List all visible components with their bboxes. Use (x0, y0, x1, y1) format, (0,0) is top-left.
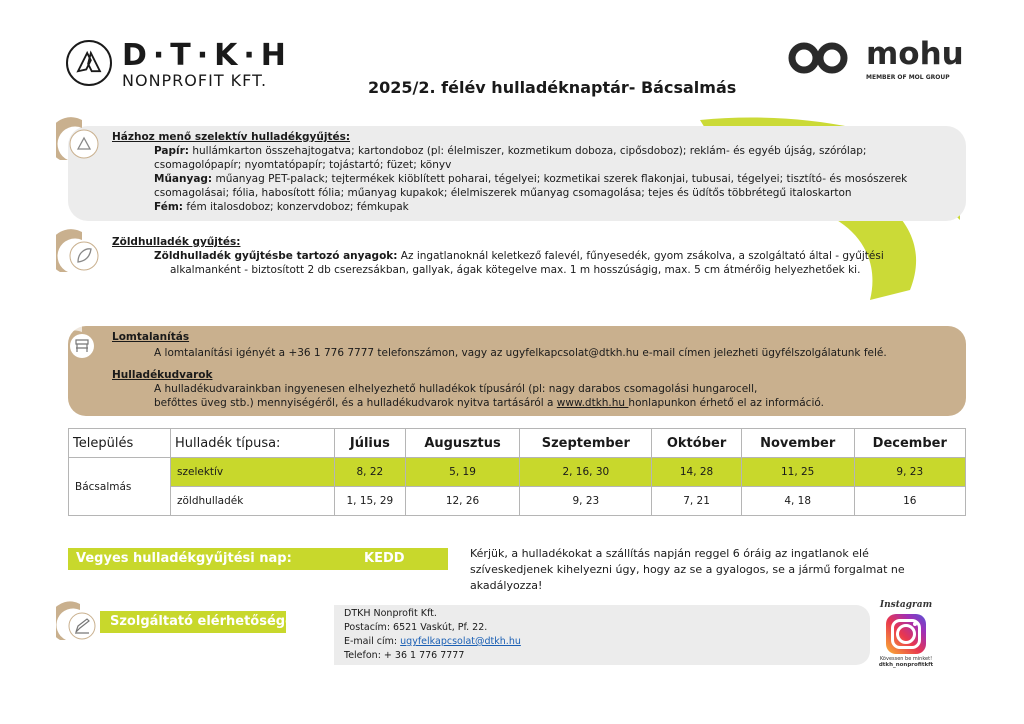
col-type: Hulladék típusa: (171, 429, 335, 458)
muanyag-label: Műanyag: (154, 173, 213, 185)
type-cell: zöldhulladék (171, 487, 335, 516)
selective-section (112, 130, 962, 214)
date-cell: 1, 15, 29 (335, 487, 406, 516)
contact-company: DTKH Nonprofit Kft. (344, 608, 437, 619)
date-cell: 16 (854, 487, 965, 516)
bulky-heading: Lomtalanítás (112, 331, 190, 343)
date-cell: 8, 22 (335, 458, 406, 487)
table-row (69, 458, 966, 487)
instagram-block[interactable] (876, 600, 936, 680)
green-text-2: alkalmanként - biztosított 2 db cserezsákban, gallyak, ágak kötegelve max. 1 m hosszúságig, max. 5 cm átmérőig helyezhetőek ki. (170, 264, 861, 276)
contact-phone: Telefon: + 36 1 776 7777 (344, 650, 465, 661)
contact-label: Szolgáltató elérhetősége: (110, 614, 300, 629)
mixed-waste-day: KEDD (364, 551, 405, 566)
table-header-row (69, 429, 966, 458)
page-title: 2025/2. félév hulladéknaptár- Bácsalmás (368, 78, 737, 97)
col-month: Szeptember (520, 429, 652, 458)
contact-section-icon (56, 600, 104, 644)
date-cell: 4, 18 (741, 487, 854, 516)
bulky-section-icon (58, 322, 106, 366)
mohu-mark-icon (788, 40, 850, 76)
contact-email-label: E-mail cím: (344, 636, 401, 647)
yards-text-3: honlapunkon érhető el az információ. (628, 397, 824, 409)
green-section-icon (56, 228, 106, 276)
info-section (112, 330, 962, 410)
settlement-cell: Bácsalmás (69, 458, 171, 516)
col-month: Október (652, 429, 741, 458)
type-cell: szelektív (171, 458, 335, 487)
instagram-handle: dtkh_nonprofitkft (878, 662, 934, 668)
green-label: Zöldhulladék gyűjtésbe tartozó anyagok: (154, 250, 398, 262)
mohu-logo (788, 36, 963, 84)
date-cell: 5, 19 (405, 458, 520, 487)
date-cell: 9, 23 (854, 458, 965, 487)
col-month: Augusztus (405, 429, 520, 458)
instagram-title: Instagram (879, 600, 933, 610)
mohu-logo-text: mohu (866, 36, 964, 72)
dtkh-logo-text: D·T·K·H (122, 38, 292, 73)
fem-text: fém italosdoboz; konzervdoboz; fémkupak (183, 201, 409, 213)
papir-text: hullámkarton összehajtogatva; kartondoboz (pl: élelmiszer, kozmetikum doboza, cipősdoboz); reklám- és egyéb újság, szórólap; (189, 145, 867, 157)
instagram-follow-text: Kövessen be minket! (879, 656, 933, 662)
muanyag-text: műanyag PET-palack; tejtermékek kiöblített poharai, tégelyei; kozmetikai szerek flakonjai, tubusai, tégelyei; tisztító- és mosószerek (212, 173, 908, 185)
yards-text-2: befőttes üveg stb.) mennyiségéről, és a hulladékudvarok nyitva tartásáról a (154, 397, 557, 409)
yards-heading: Hulladékudvarok (112, 369, 213, 381)
date-cell: 14, 28 (652, 458, 741, 487)
fem-label: Fém: (154, 201, 184, 213)
green-section (112, 235, 962, 277)
dtkh-logo (66, 38, 292, 90)
schedule-table (68, 428, 966, 516)
date-cell: 2, 16, 30 (520, 458, 652, 487)
contact-postal: Postacím: 6521 Vaskút, Pf. 22. (344, 622, 488, 633)
mixed-waste-label: Vegyes hulladékgyűjtési nap: (76, 551, 292, 566)
dtkh-website-link[interactable]: www.dtkh.hu (556, 397, 629, 409)
mixed-waste-note: Kérjük, a hulladékokat a szállítás napján reggel 6 óráig az ingatlanok elé szíveskedjenek kihelyezni úgy, hogy az se a gyalogos, se a jármű forgalmat ne akadályozza! (470, 547, 905, 592)
date-cell: 12, 26 (405, 487, 520, 516)
contact-email-link[interactable]: ugyfelkapcsolat@dtkh.hu (400, 636, 521, 647)
contact-details (344, 607, 521, 663)
col-month: Július (335, 429, 406, 458)
yards-text: A hulladékudvarainkban ingyenesen elhelyezhető hulladékok típusáról (pl: nagy darabos csomagolási hungarocell, (154, 383, 758, 395)
col-month: December (854, 429, 965, 458)
date-cell: 9, 23 (520, 487, 652, 516)
muanyag-text-2: csomagolásai; fólia, habosított fólia; műanyag kupakok; élelmiszerek műanyag csomagolása; tejes és üdítős többrétegű italoskarton (154, 187, 852, 199)
recycle-logo-icon (66, 40, 112, 86)
selective-heading: Házhoz menő szelektív hulladékgyűjtés: (112, 131, 351, 143)
col-month: November (741, 429, 854, 458)
green-heading: Zöldhulladék gyűjtés: (112, 236, 241, 248)
mohu-logo-subtext: MEMBER OF MOL GROUP (866, 74, 950, 81)
date-cell: 11, 25 (741, 458, 854, 487)
date-cell: 7, 21 (652, 487, 741, 516)
dtkh-logo-subtext: NONPROFIT KFT. (122, 71, 268, 90)
papir-text-2: csomagolópapír; nyomtatópapír; tojástartó; füzet; könyv (154, 159, 452, 171)
instagram-icon[interactable] (886, 614, 926, 654)
table-row (69, 487, 966, 516)
col-settlement: Település (69, 429, 171, 458)
green-text: Az ingatlanoknál keletkező falevél, fűnyesedék, gyom zsákolva, a szolgáltató által - gyűjtési (397, 250, 884, 262)
papir-label: Papír: (154, 145, 189, 157)
selective-section-icon (56, 116, 106, 164)
bulky-text: A lomtalanítási igényét a +36 1 776 7777 telefonszámon, vagy az ugyfelkapcsolat@dtkh.hu e-mail címen jelezheti ügyfélszolgálatunk felé. (154, 347, 887, 359)
